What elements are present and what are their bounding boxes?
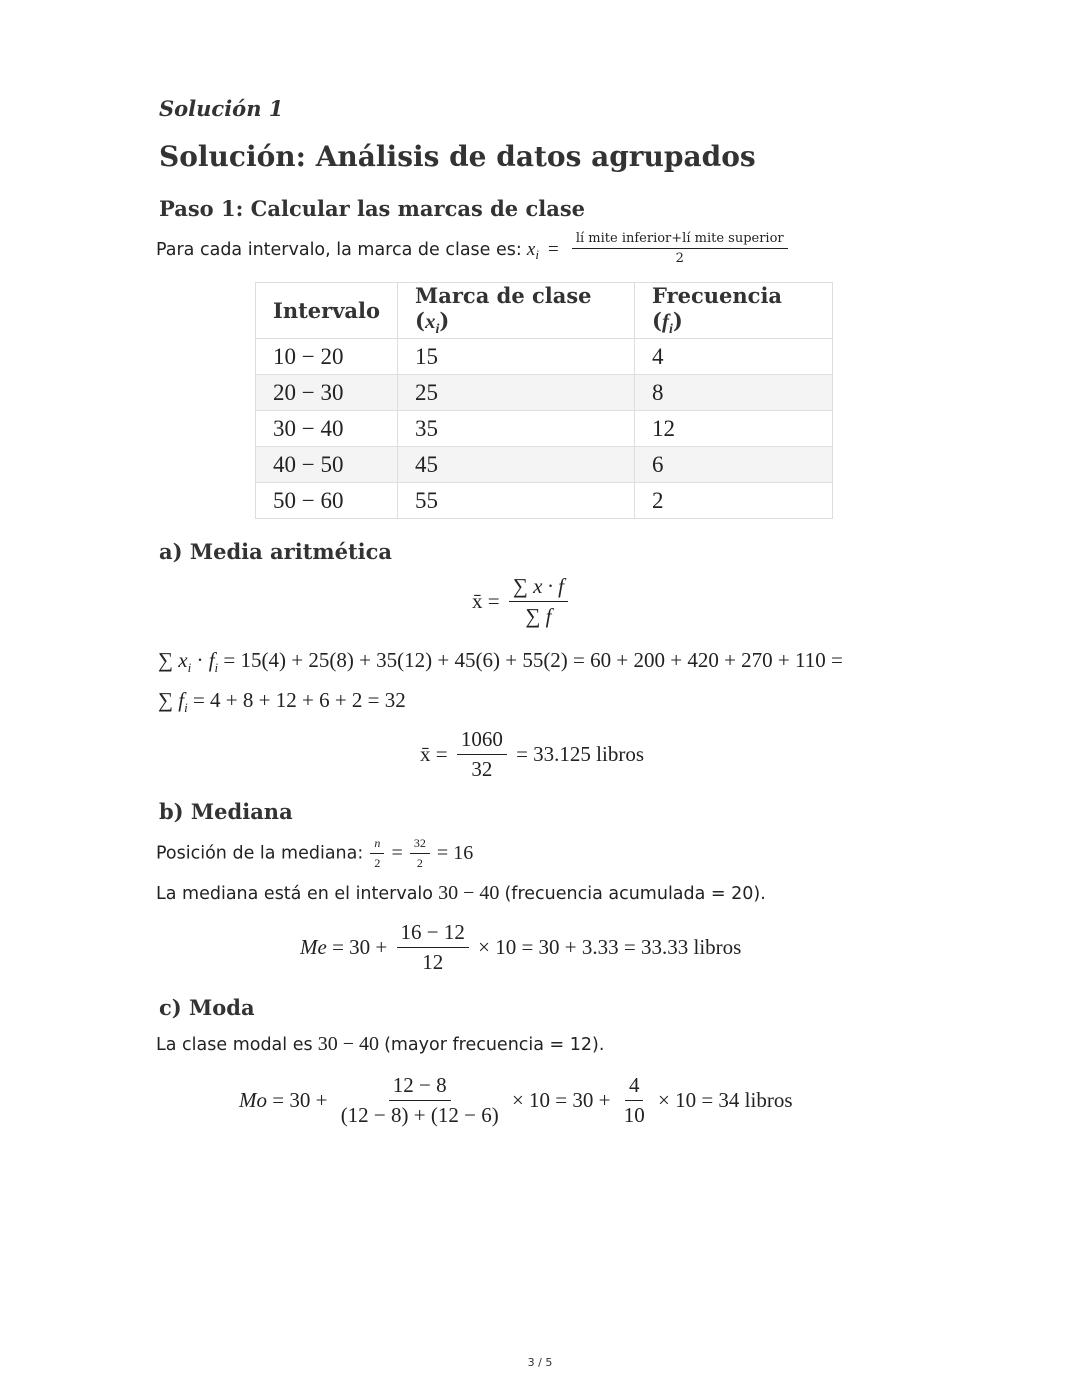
mean-result-rhs: = 33.125 libros — [516, 742, 645, 766]
cell-interval: 50 − 60 — [256, 483, 398, 519]
header-class-mark: Marca de clase $(x_i)$ — [398, 283, 635, 339]
mean-result-numerator: 1060 — [457, 727, 507, 755]
mode-formula-mid: × 10 = 30 + — [511, 1088, 611, 1112]
mode-text-2: (mayor frecuencia = 12). — [384, 1035, 605, 1055]
median-position-n: n — [370, 836, 384, 854]
mode-formula-denominator: (12 − 8) + (12 − 6) — [340, 1103, 499, 1127]
mode-formula-fraction-2 — [620, 1073, 649, 1128]
cell-mark: 15 — [398, 339, 635, 375]
cell-freq: 4 — [635, 339, 833, 375]
mode-formula-lhs: Mo = 30 + — [239, 1088, 328, 1112]
median-position-frac-n — [370, 836, 384, 871]
page-number: 3 / 5 — [527, 1356, 553, 1369]
median-position-line: Posición de la mediana: $\frac{n}{2}$ = $\frac{32}{2}$ = 16 — [156, 836, 474, 870]
step1-formula-numerator: lí mite inferior+lí mite superior — [572, 231, 788, 249]
step1-formula-eq: = — [548, 239, 559, 260]
median-position-text: Posición de la mediana: — [156, 843, 364, 864]
mean-formula-lhs: x̄ = — [472, 589, 500, 613]
median-formula — [300, 920, 741, 975]
mean-heading: a) Media aritmética — [159, 539, 393, 564]
step1-formula-denominator: 2 — [675, 251, 684, 266]
mode-interval-math: 30 − 40 — [317, 1033, 379, 1055]
cell-mark: 55 — [398, 483, 635, 519]
mode-formula-fraction — [337, 1073, 503, 1128]
table-row — [256, 375, 833, 411]
mode-heading: c) Moda — [159, 995, 255, 1020]
cell-freq: 12 — [635, 411, 833, 447]
sum-f-expression: = 4 + 8 + 12 + 6 + 2 = 32 — [192, 688, 406, 712]
median-position-2b: 2 — [416, 856, 423, 870]
cell-interval: 20 − 30 — [256, 375, 398, 411]
sum-xf-line: ∑ $x_i \cdot f_i = 15(4) + 25(8) + 35(12) + 45(6) + 55(2) = 60 + 200 + 420 + 270 + 110$ = — [158, 648, 843, 676]
median-interval-text-2: (frecuencia acumulada = 20). — [504, 884, 766, 904]
mode-formula-numerator: 12 − 8 — [389, 1073, 451, 1101]
median-formula-fraction — [397, 920, 469, 975]
cell-interval: 10 − 20 — [256, 339, 398, 375]
sum-xf-expression: = 15(4) + 25(8) + 35(12) + 45(6) + 55(2) = 60 + 200 + 420 + 270 + 110 = — [223, 648, 843, 672]
mode-formula-lhs-rest: = 30 + — [272, 1088, 328, 1112]
cell-mark: 45 — [398, 447, 635, 483]
class-marks-table — [255, 282, 833, 519]
cell-mark: 25 — [398, 375, 635, 411]
step1-formula-sub: i — [535, 247, 539, 263]
median-formula-rhs: × 10 = 30 + 3.33 = 33.33 libros — [478, 935, 742, 959]
median-formula-numerator: 16 − 12 — [397, 920, 469, 948]
solution-label: Solución 1 — [159, 96, 284, 121]
mean-result-lhs: x̄ = — [420, 742, 448, 766]
cell-interval: 40 − 50 — [256, 447, 398, 483]
median-position-frac-32 — [410, 836, 430, 871]
step1-formula-lhs: x — [526, 239, 536, 260]
cell-freq: 6 — [635, 447, 833, 483]
page-title: Solución: Análisis de datos agrupados — [159, 140, 756, 173]
mean-formula-denominator: ∑ f — [525, 604, 552, 628]
mode-formula — [239, 1073, 793, 1128]
cell-freq: 8 — [635, 375, 833, 411]
median-formula-lhs: Me = 30 + — [300, 935, 388, 959]
step1-intro-line — [156, 233, 792, 268]
cell-freq: 2 — [635, 483, 833, 519]
step1-heading: Paso 1: Calcular las marcas de clase — [159, 196, 586, 221]
cell-interval: 30 − 40 — [256, 411, 398, 447]
median-formula-denominator: 12 — [422, 950, 444, 974]
header-frequency: Frecuencia $(f_i)$ — [635, 283, 833, 339]
cell-mark: 35 — [398, 411, 635, 447]
step1-intro-text: Para cada intervalo, la marca de clase es: — [156, 240, 522, 260]
mean-result-fraction — [457, 727, 507, 782]
median-interval-math: 30 − 40 — [438, 882, 500, 904]
table-row — [256, 339, 833, 375]
median-interval-line — [156, 882, 766, 905]
table-row — [256, 447, 833, 483]
mean-formula-numerator: ∑ x · f — [509, 574, 568, 602]
sum-f-line: ∑ $f_i = 4 + 8 + 12 + 6 + 2 = 32$ — [158, 688, 406, 716]
mean-result-denominator: 32 — [471, 757, 493, 781]
mode-text-1: La clase modal es — [156, 1035, 313, 1055]
table-row — [256, 483, 833, 519]
median-position-2a: 2 — [374, 856, 381, 870]
step1-formula-fraction — [572, 231, 788, 266]
mean-formula-fraction — [509, 574, 568, 629]
mode-formula-rhs: × 10 = 34 libros — [657, 1088, 793, 1112]
mode-formula-numerator-2: 4 — [625, 1073, 644, 1101]
median-interval-text-1: La mediana está en el intervalo — [156, 884, 433, 904]
median-formula-lhs-rest: = 30 + — [332, 935, 388, 959]
header-interval: Intervalo — [256, 283, 398, 339]
mode-text-line — [156, 1033, 604, 1056]
mode-formula-denominator-2: 10 — [623, 1103, 645, 1127]
median-position-result: = 16 — [436, 842, 474, 864]
median-heading: b) Mediana — [159, 799, 293, 824]
table-header-row — [256, 283, 833, 339]
mean-formula — [472, 574, 572, 629]
mean-result — [420, 727, 644, 782]
table-row — [256, 411, 833, 447]
median-position-32: 32 — [410, 836, 430, 854]
